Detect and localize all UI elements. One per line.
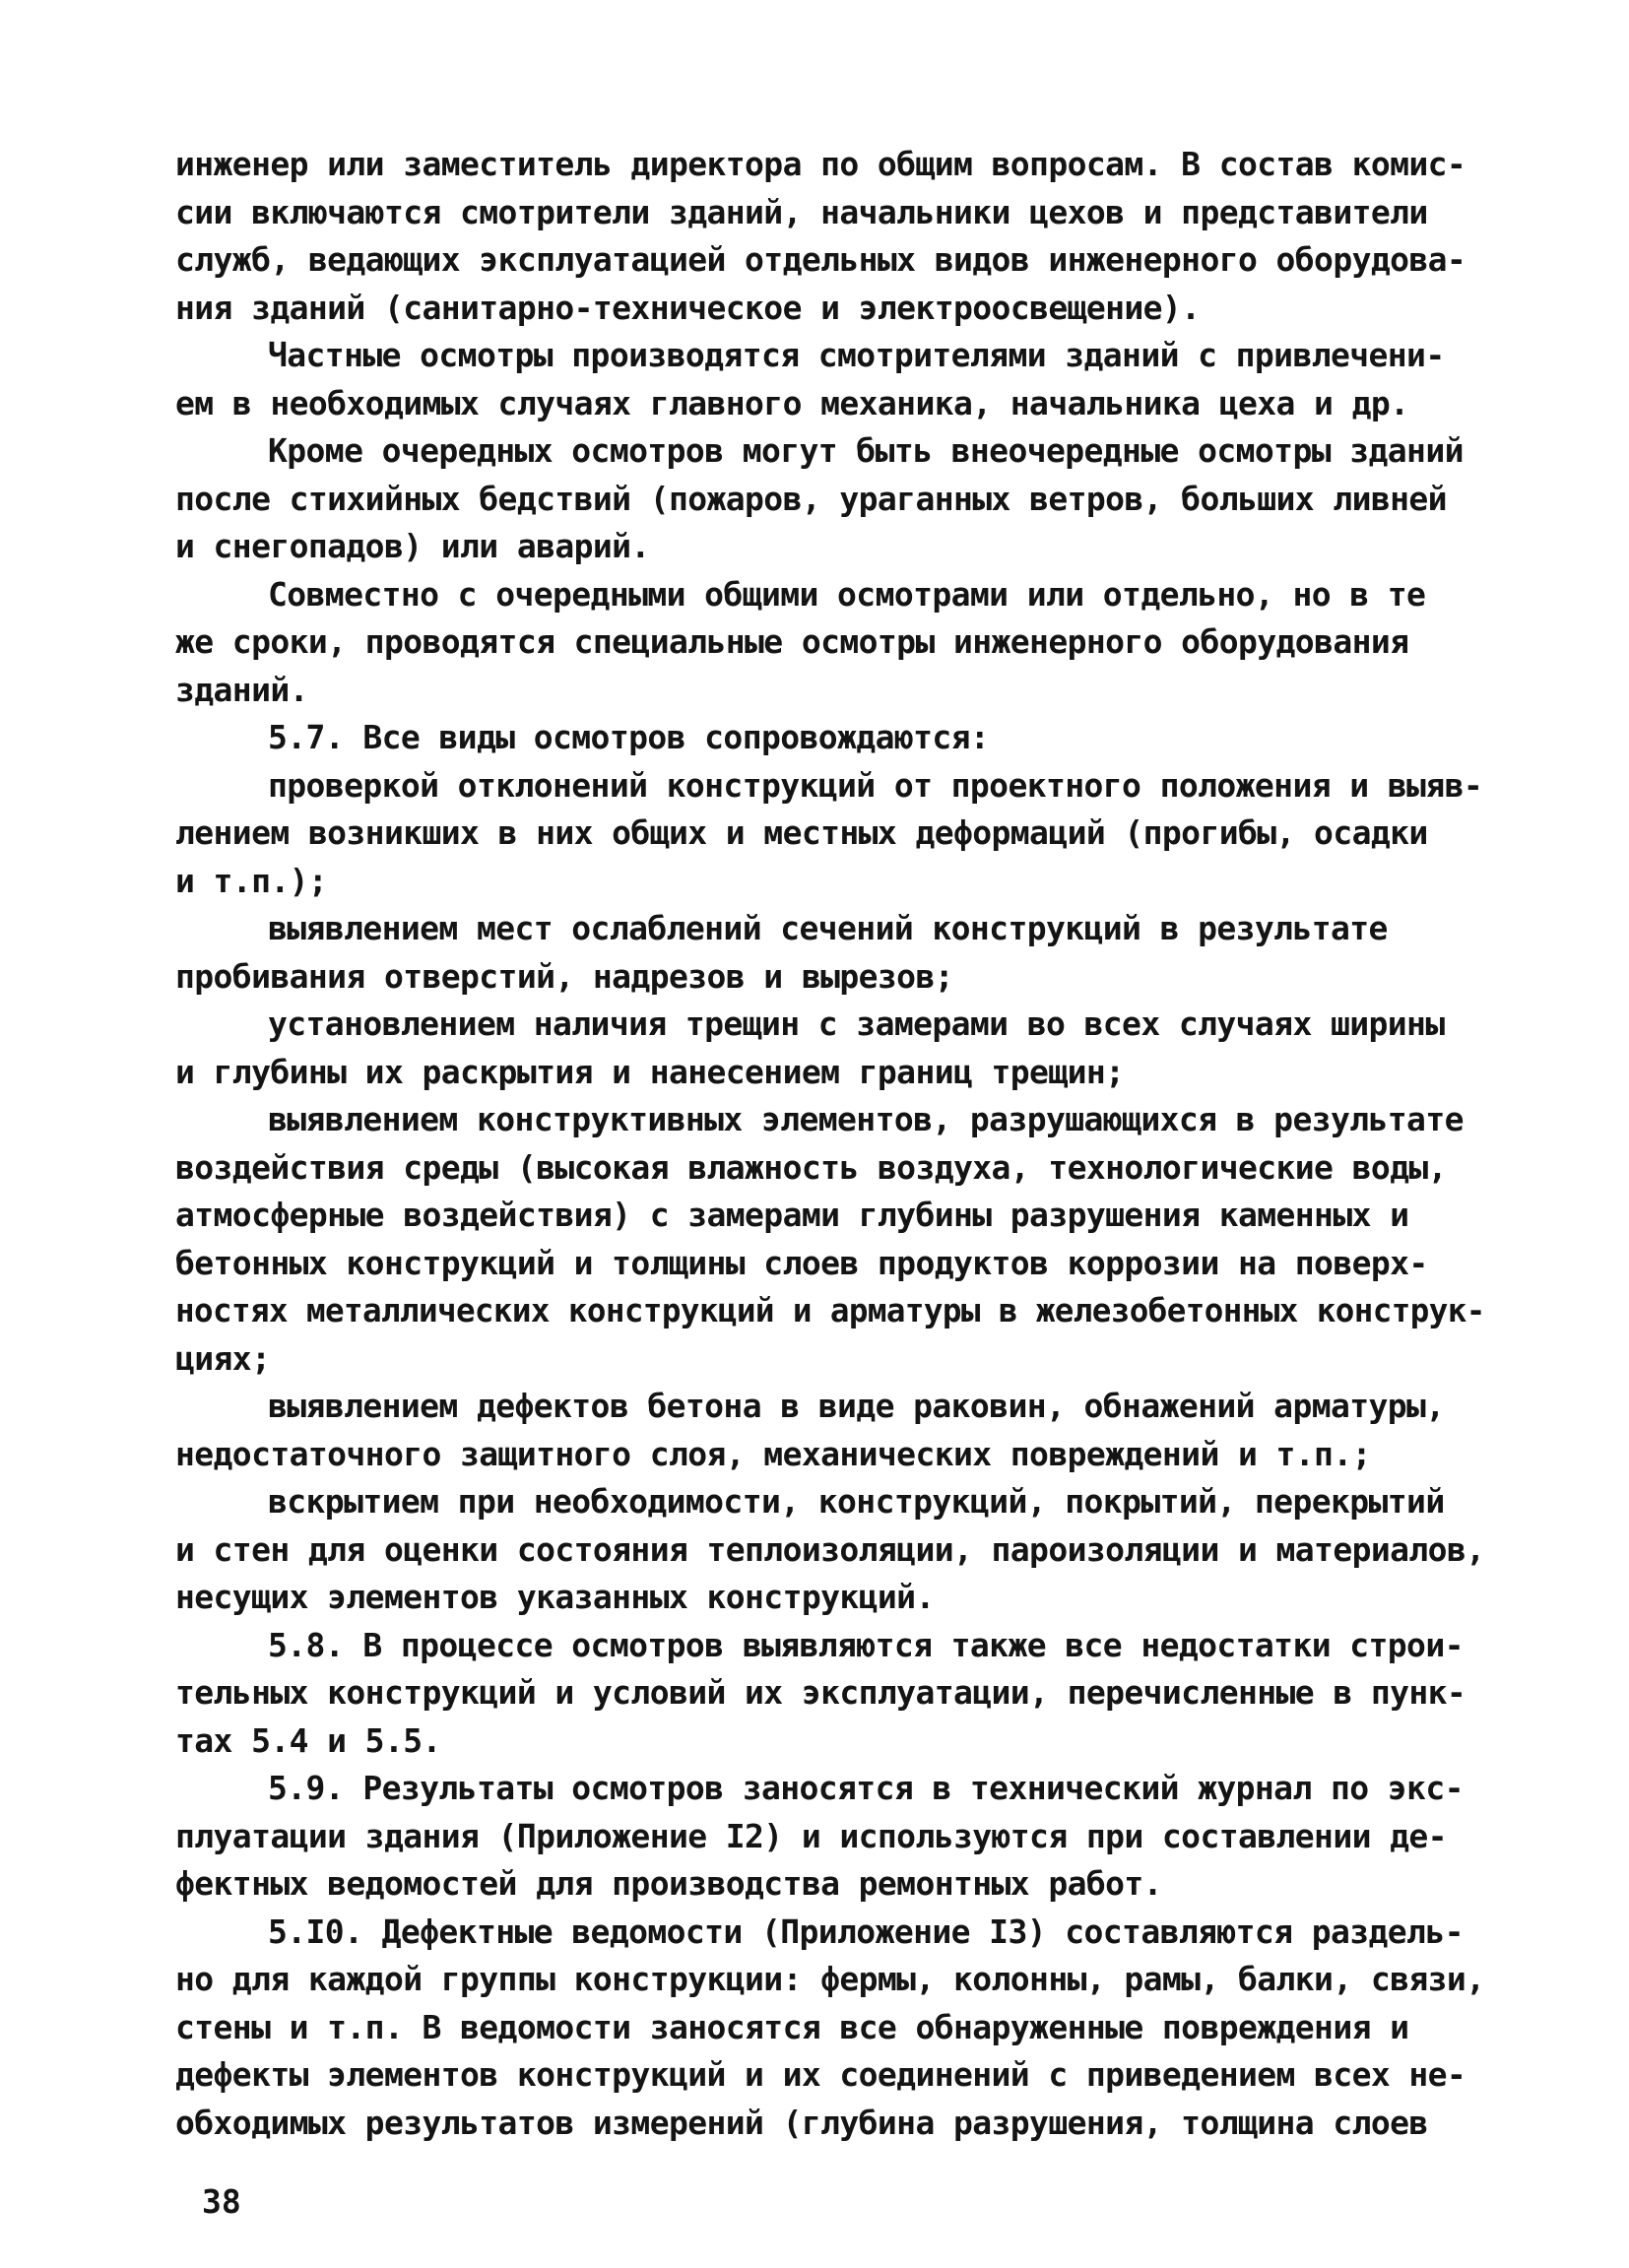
text-line: фектных ведомостей для производства ремонтных работ. bbox=[175, 1864, 1162, 1903]
text-line: выявлением мест ослаблений сечений конструкций в результате bbox=[268, 909, 1388, 947]
text-line: сии включаются смотрители зданий, начальники цехов и представители bbox=[175, 192, 1428, 231]
text-line: 5.I0. Дефектные ведомости (Приложение I3) составляются раздель- bbox=[268, 1912, 1464, 1951]
text-line: выявлением дефектов бетона в виде раковин, обнажений арматуры, bbox=[268, 1387, 1445, 1425]
text-line: ния зданий (санитарно-техническое и электроосвещение). bbox=[175, 288, 1201, 327]
text-line: несущих элементов указанных конструкций. bbox=[175, 1578, 935, 1616]
text-line: тах 5.4 и 5.5. bbox=[175, 1720, 441, 1760]
text-line: стены и т.п. В ведомости заносятся все обнаруженные повреждения и bbox=[175, 2007, 1409, 2046]
text-line: инженер или заместитель директора по общим вопросам. В состав комис- bbox=[175, 145, 1466, 183]
text-line: обходимых результатов измерений (глубина разрушения, толщина слоев bbox=[175, 2103, 1428, 2142]
text-line: воздействия среды (высокая влажность воздуха, технологические воды, bbox=[175, 1147, 1447, 1187]
text-line: дефекты элементов конструкций и их соединений с приведением всех не- bbox=[175, 2055, 1466, 2094]
text-line: Совместно с очередными общими осмотрами или отдельно, но в те bbox=[268, 574, 1426, 614]
text-line: пробивания отверстий, надрезов и вырезов; bbox=[175, 956, 953, 996]
text-line: бетонных конструкций и толщины слоев продуктов коррозии на поверх- bbox=[175, 1243, 1428, 1282]
text-line: циях; bbox=[175, 1338, 271, 1378]
text-line: атмосферные воздействия) с замерами глубины разрушения каменных и bbox=[175, 1196, 1409, 1234]
text-line: ностях металлических конструкций и арматуры в железобетонных конструк- bbox=[175, 1291, 1485, 1329]
text-line: недостаточного защитного слоя, механических повреждений и т.п.; bbox=[175, 1434, 1371, 1473]
text-line: после стихийных бедствий (пожаров, ураганных ветров, больших ливней bbox=[175, 479, 1447, 518]
text-line: Кроме очередных осмотров могут быть внеочередные осмотры зданий bbox=[268, 431, 1464, 470]
text-line: и т.п.); bbox=[175, 861, 328, 900]
text-line: но для каждой группы конструкции: фермы, колонны, рамы, балки, связи, bbox=[175, 1960, 1485, 1998]
text-line: ем в необходимых случаях главного механика, начальника цеха и др. bbox=[175, 383, 1409, 422]
text-line: 5.8. В процессе осмотров выявляются также все недостатки строи- bbox=[268, 1625, 1464, 1664]
text-line: и снегопадов) или аварий. bbox=[175, 527, 650, 565]
text-line: выявлением конструктивных элементов, разрушающихся в результате bbox=[268, 1100, 1464, 1138]
text-line: установлением наличия трещин с замерами во всех случаях ширины bbox=[268, 1004, 1445, 1043]
text-line: лением возникших в них общих и местных деформаций (прогибы, осадки bbox=[175, 813, 1428, 852]
text-line: и стен для оценки состояния теплоизоляции, пароизоляции и материалов, bbox=[175, 1529, 1485, 1569]
page-number: 38 bbox=[202, 2182, 241, 2221]
text-line: и глубины их раскрытия и нанесением границ трещин; bbox=[175, 1052, 1125, 1091]
body-text bbox=[175, 141, 1485, 2147]
text-line: служб, ведающих эксплуатацией отдельных видов инженерного оборудова- bbox=[175, 240, 1466, 279]
text-line: Частные осмотры производятся смотрителями зданий с привлечени- bbox=[268, 336, 1445, 374]
text-line: зданий. bbox=[175, 670, 308, 709]
text-line: же сроки, проводятся специальные осмотры инженерного оборудования bbox=[175, 622, 1409, 661]
text-line: вскрытием при необходимости, конструкций, покрытий, перекрытий bbox=[268, 1482, 1445, 1521]
text-line: 5.9. Результаты осмотров заносятся в технический журнал по экс- bbox=[268, 1769, 1464, 1807]
text-line: 5.7. Все виды осмотров сопровождаются: bbox=[268, 718, 990, 756]
text-line: проверкой отклонений конструкций от проектного положения и выяв- bbox=[268, 765, 1483, 805]
text-line: тельных конструкций и условий их эксплуатации, перечисленные в пунк- bbox=[175, 1673, 1466, 1712]
text-line: плуатации здания (Приложение I2) и используются при составлении де- bbox=[175, 1816, 1447, 1855]
